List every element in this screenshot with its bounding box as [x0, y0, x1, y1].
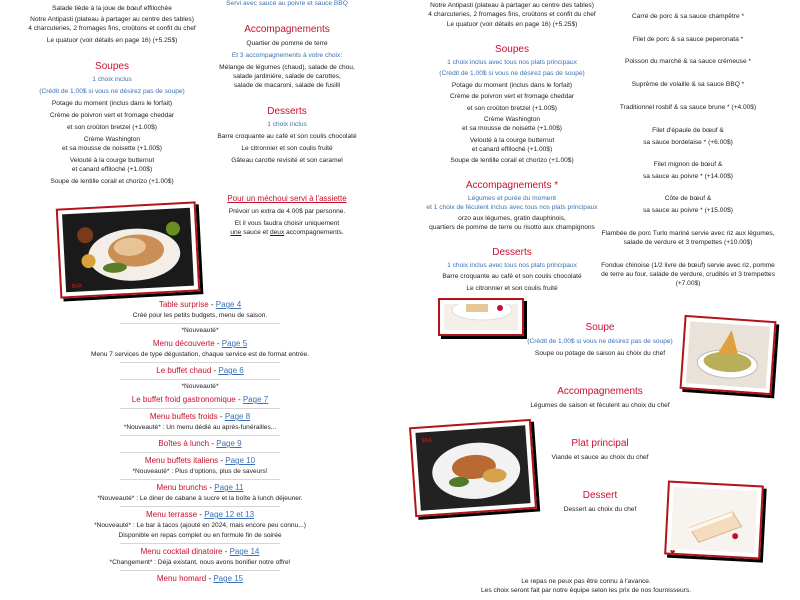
- menu-entry-name: Menu buffets froids: [149, 412, 218, 421]
- col1-top-line: 4 charcuteries, 2 fromages fins, croûtons et confit du chef: [28, 25, 196, 32]
- food-photo-dessert-small: [438, 298, 524, 336]
- col1-soupes-sub: 1 choix inclus: [92, 76, 132, 83]
- col3-soupes-sub: 1 choix inclus avec tous nos plats principaux: [447, 59, 577, 66]
- menu-divider: [120, 362, 280, 363]
- bottom-accompagnements-title: Accompagnements: [557, 386, 643, 397]
- menu-entry[interactable]: [156, 366, 243, 376]
- menu-entry-name: Boîtes à lunch: [158, 439, 210, 448]
- roast-plate-image: [62, 208, 194, 293]
- col4-item: salade de verdure et 3 trempettes (+10.00$): [623, 239, 753, 246]
- menu-entry-prefix: *Nouveauté*: [181, 327, 219, 334]
- menu-entry-separator: -: [222, 547, 230, 556]
- col3-soupe-item: et son croûton bretzel (+1.00$): [467, 105, 557, 112]
- col4-item: Traditionnel rosbif & sa sauce brune * (+4.00$): [619, 104, 757, 111]
- col4-item: Poisson du marché & sa sauce crémeuse *: [624, 58, 752, 65]
- mechoui-deux: deux: [269, 229, 285, 236]
- col3-soupe-item: Crème de poivron vert et fromage cheddar: [449, 93, 575, 100]
- menu-entry-name: Menu brunchs: [156, 483, 208, 492]
- menu-entry-separator: -: [235, 395, 243, 404]
- col2-top-line: Servi avec sauce au poivre et sauce BBQ: [226, 0, 348, 7]
- col2-desserts-sub: 1 choix inclus: [267, 121, 307, 128]
- col3-top-line: 4 charcuteries, 2 fromages fins, croûtons et confit du chef: [428, 11, 596, 18]
- heart-icon: ♥: [670, 547, 676, 557]
- menu-entry-note: *Nouveauté* : Le diner de cabane à sucre et la boîte à lunch déjeuner.: [97, 495, 303, 502]
- col1-top-line: Notre Antipasti (plateau à partager au centre des tables): [30, 16, 194, 23]
- col4-item: Fondue chinoise (1/2 livre de bœuf) servie avec riz, pomme: [601, 262, 775, 269]
- menu-entry[interactable]: [150, 412, 250, 422]
- menu-entry-name: Menu terrasse: [145, 510, 198, 519]
- col4-item: Suprême de volaille & sa sauce BBQ *: [631, 81, 745, 88]
- bottom-plat-item: Viande et sauce au choix du chef: [551, 454, 649, 461]
- menu-entry-separator: -: [208, 300, 216, 309]
- col2-dessert-item: Gâteau carotte revisité et son caramel: [231, 157, 343, 164]
- col3-accompagnements-title: Accompagnements *: [465, 180, 559, 191]
- bottom-soupe-credit: (Crédit de 1.00$ si vous ne désirez pas de soupe): [527, 338, 673, 345]
- col3-top-line: Le quatuor (voir détails en page 16) (+5.25$): [446, 21, 578, 28]
- col3-dessert-item: Le citronnier et son coulis fruité: [466, 285, 558, 292]
- col3-accomp-item: quartiers de pomme de terre ou risotto aux champignons: [429, 224, 595, 231]
- col2-accomp-sub: Et 3 accompagnements à votre choix:: [231, 52, 343, 59]
- col1-soupe-item: Crème de poivron vert et fromage cheddar: [49, 112, 175, 119]
- menu-entry[interactable]: [156, 483, 243, 493]
- col1-soupe-item: Potage du moment (inclus dans le forfait): [51, 100, 173, 107]
- bottom-plat-title: Plat principal: [571, 438, 629, 449]
- bottom-dessert-item: Dessert au choix du chef: [563, 506, 637, 513]
- menu-entry-name: Menu buffets italiens: [144, 456, 219, 465]
- col4-item: Filet d'épaule de bœuf &: [652, 127, 724, 134]
- food-photo-cake: [664, 481, 764, 560]
- col3-desserts-title: Desserts: [492, 247, 532, 258]
- bottom-soupe-title: Soupe: [585, 322, 615, 333]
- menu-divider: [120, 506, 280, 507]
- mechoui-line: [230, 229, 343, 237]
- menu-entry-separator: -: [211, 366, 219, 375]
- menu-entry-page-link[interactable]: Page 9: [216, 439, 242, 448]
- menu-divider: [120, 452, 280, 453]
- menu-entry-note: *Nouveauté* : Le bar à tacos (ajouté en 2024, mais encore peu connu...): [94, 522, 306, 529]
- col3-soupe-item: et sa mousse de noisette (+1.00$): [462, 125, 562, 132]
- col2-accomp-item: salade de macaroni, salade de fusilli: [233, 82, 341, 89]
- col4-item: Côte de bœuf &: [664, 195, 712, 202]
- menu-entry-note: Disponible en repas complet ou en formule fin de soirée: [118, 532, 282, 539]
- menu-entry[interactable]: [159, 300, 241, 310]
- mechoui-accomp: accompagnements.: [284, 229, 344, 236]
- col4-item: Filet de porc & sa sauce peperonata *: [632, 36, 744, 43]
- main-dish-image: [415, 425, 530, 510]
- menu-entry-note: Créé pour les petits budgets, menu de saison.: [132, 312, 268, 319]
- menu-divider: [120, 479, 280, 480]
- menu-entry-separator: -: [207, 483, 215, 492]
- menu-entry-name: Menu homard: [156, 574, 207, 583]
- mechoui-title: Pour un méchoui servi à l'assiette: [227, 194, 347, 203]
- col1-soupes-credit: (Crédit de 1.00$ si vous ne désirez pas de soupe): [39, 88, 185, 95]
- menu-entry-separator: -: [214, 339, 222, 348]
- menu-entry-name: Le buffet froid gastronomique: [131, 395, 236, 404]
- bottom-footer-line: Le repas ne peux pas être connu à l'avance.: [521, 578, 651, 585]
- menu-entry-page-link[interactable]: Page 6: [218, 366, 244, 375]
- col2-dessert-item: Barre croquante au café et son coulis chocolaté: [217, 133, 357, 140]
- mechoui-line: Et il vous faudra choisir uniquement: [234, 220, 340, 227]
- dessert-plate-image: [444, 304, 518, 330]
- menu-entry-prefix: *Nouveauté*: [181, 383, 219, 390]
- food-photo-main-dish: [409, 419, 537, 517]
- menu-entry-note: Menu 7 services de type dégustation, chaque service est de format entrée.: [90, 351, 310, 358]
- mechoui-sauce: sauce et: [241, 229, 270, 236]
- col1-soupe-item: et canard effiloché (+1.00$): [71, 166, 153, 173]
- bia-logo: BIA: [71, 283, 83, 290]
- col3-soupe-item: et canard effiloché (+1.00$): [471, 146, 553, 153]
- menu-entry-separator: -: [217, 412, 225, 421]
- menu-entry-page-link[interactable]: Page 11: [214, 483, 244, 492]
- menu-entry-name: Menu cocktail dinatoire: [140, 547, 223, 556]
- menu-divider: [120, 570, 280, 571]
- menu-entry-note: *Nouveauté* : Un menu dédié au après-funérailles...: [123, 424, 277, 431]
- bottom-footer-line: Les choix seront fait par notre équipe selon les prix de nos fournisseurs.: [480, 587, 692, 594]
- col3-soupe-item: Velouté à la courge butternut: [469, 137, 555, 144]
- col4-item: sa sauce au poivre * (+15.00$): [643, 207, 733, 214]
- bia-logo: BIA: [421, 437, 433, 445]
- col3-soupes-title: Soupes: [495, 44, 529, 55]
- col4-item: (+7.00$): [675, 280, 701, 287]
- menu-divider: [120, 435, 280, 436]
- col1-top-line: Le quatuor (voir détails en page 16) (+5.25$): [46, 37, 178, 44]
- menu-entry-name: Table surprise: [158, 300, 209, 309]
- menu-entry-page-link[interactable]: Page 7: [242, 395, 269, 404]
- menu-divider: [120, 543, 280, 544]
- col4-item: Flambée de porc Turlo mariné servie avec riz aux légumes,: [601, 230, 775, 237]
- col4-item: Filet mignon de bœuf &: [653, 161, 723, 168]
- cake-image: [670, 487, 757, 553]
- col4-item: sa sauce au poivre * (+14.00$): [643, 173, 733, 180]
- col1-soupe-item: et sa mousse de noisette (+1.00$): [62, 145, 162, 152]
- col2-desserts-title: Desserts: [267, 106, 307, 117]
- col4-item: sa sauce bordelaise * (+6.00$): [643, 139, 733, 146]
- menu-entry-page-link[interactable]: Page 5: [221, 339, 248, 348]
- col3-desserts-sub: 1 choix inclus avec tous nos plats principaux: [447, 262, 577, 269]
- mechoui-line: Prévoir un extra de 4.00$ par personne.: [228, 208, 346, 215]
- menu-entry-page-link[interactable]: Page 10: [225, 456, 256, 465]
- col3-accomp-sub: Légumes et purée du moment: [468, 195, 556, 202]
- menu-entry[interactable]: [141, 547, 260, 557]
- menu-entry-page-link[interactable]: Page 15: [213, 574, 244, 583]
- col2-dessert-item: Le citronnier et son coulis fruité: [241, 145, 333, 152]
- col1-top-line: Salade tiède à la joue de bœuf effilochée: [52, 5, 172, 12]
- menu-entry-note: *Nouveauté* : Plus d'options, plus de saveurs!: [132, 468, 268, 475]
- menu-entry-separator: -: [218, 456, 226, 465]
- menu-entry[interactable]: [153, 339, 247, 349]
- menu-entry[interactable]: [145, 456, 255, 466]
- col3-accomp-item: orzo aux légumes, gratin dauphinois,: [458, 215, 566, 222]
- menu-entry[interactable]: [157, 574, 243, 584]
- col1-soupe-item: Crème Washington: [83, 136, 141, 143]
- menu-entry-separator: -: [206, 574, 214, 583]
- menu-divider: [120, 379, 280, 380]
- col1-soupes-title: Soupes: [95, 61, 129, 72]
- col3-soupe-item: Soupe de lentille corail et chorizo (+1.00$): [450, 157, 574, 164]
- menu-entry-page-link[interactable]: Page 14: [229, 547, 260, 556]
- menu-entry[interactable]: [158, 439, 241, 449]
- food-photo-soup: [680, 315, 777, 395]
- menu-entry-name: Menu découverte: [152, 339, 215, 348]
- menu-entry-name: Le buffet chaud: [156, 366, 212, 375]
- menu-entry[interactable]: [132, 395, 268, 405]
- col3-accomp-sub: et 1 choix de féculent inclus avec tous nos plats principaux: [426, 204, 598, 211]
- bottom-soupe-item: Soupe ou potage de saison au choix du chef: [534, 350, 666, 357]
- col1-soupe-item: et son croûton bretzel (+1.00$): [67, 124, 157, 131]
- menu-divider: [120, 323, 280, 324]
- col1-soupe-item: Velouté à la courge butternut: [69, 157, 155, 164]
- col3-soupe-item: Crème Washington: [483, 116, 541, 123]
- col2-accomp-item: Mélange de légumes (chaud), salade de chou,: [219, 64, 355, 71]
- soup-bowl-image: [686, 321, 770, 388]
- col4-item: Carré de porc & sa sauce champêtre *: [631, 13, 745, 20]
- menu-entry-page-link[interactable]: Page 4: [215, 300, 242, 309]
- menu-entry[interactable]: [146, 510, 254, 520]
- menu-divider: [120, 408, 280, 409]
- menu-entry-separator: -: [209, 439, 217, 448]
- menu-entry-page-link[interactable]: Page 8: [224, 412, 251, 421]
- col1-soupe-item: Soupe de lentille corail et chorizo (+1.00$): [50, 178, 174, 185]
- col3-soupes-credit: (Crédit de 1.00$ si vous ne désirez pas de soupe): [439, 70, 585, 77]
- col4-item: de terre au four, salade de verdure, crudités et 3 trempettes: [601, 271, 775, 278]
- col3-dessert-item: Barre croquante au café et son coulis chocolaté: [442, 273, 582, 280]
- col2-accomp-item: Quartier de pomme de terre: [246, 40, 328, 47]
- col2-accompagnements-title: Accompagnements: [244, 24, 330, 35]
- menu-entry-page-link[interactable]: Page 12 et 13: [204, 510, 255, 519]
- col2-accomp-item: salade jardinière, salade de carottes,: [233, 73, 341, 80]
- col3-top-line: Notre Antipasti (plateau à partager au centre des tables): [430, 2, 594, 9]
- menu-entry-separator: -: [197, 510, 205, 519]
- mechoui-une: une: [230, 229, 242, 236]
- food-photo-roast: [56, 201, 201, 298]
- bottom-accomp-item: Légumes de saison et féculent au choix du chef: [530, 402, 670, 409]
- menu-entry-note: *Changement* : Déjà existant, nous avons bonifier notre offre!: [109, 559, 291, 566]
- col3-soupe-item: Potage du moment (inclus dans le forfait): [451, 82, 573, 89]
- bottom-dessert-title: Dessert: [582, 490, 618, 501]
